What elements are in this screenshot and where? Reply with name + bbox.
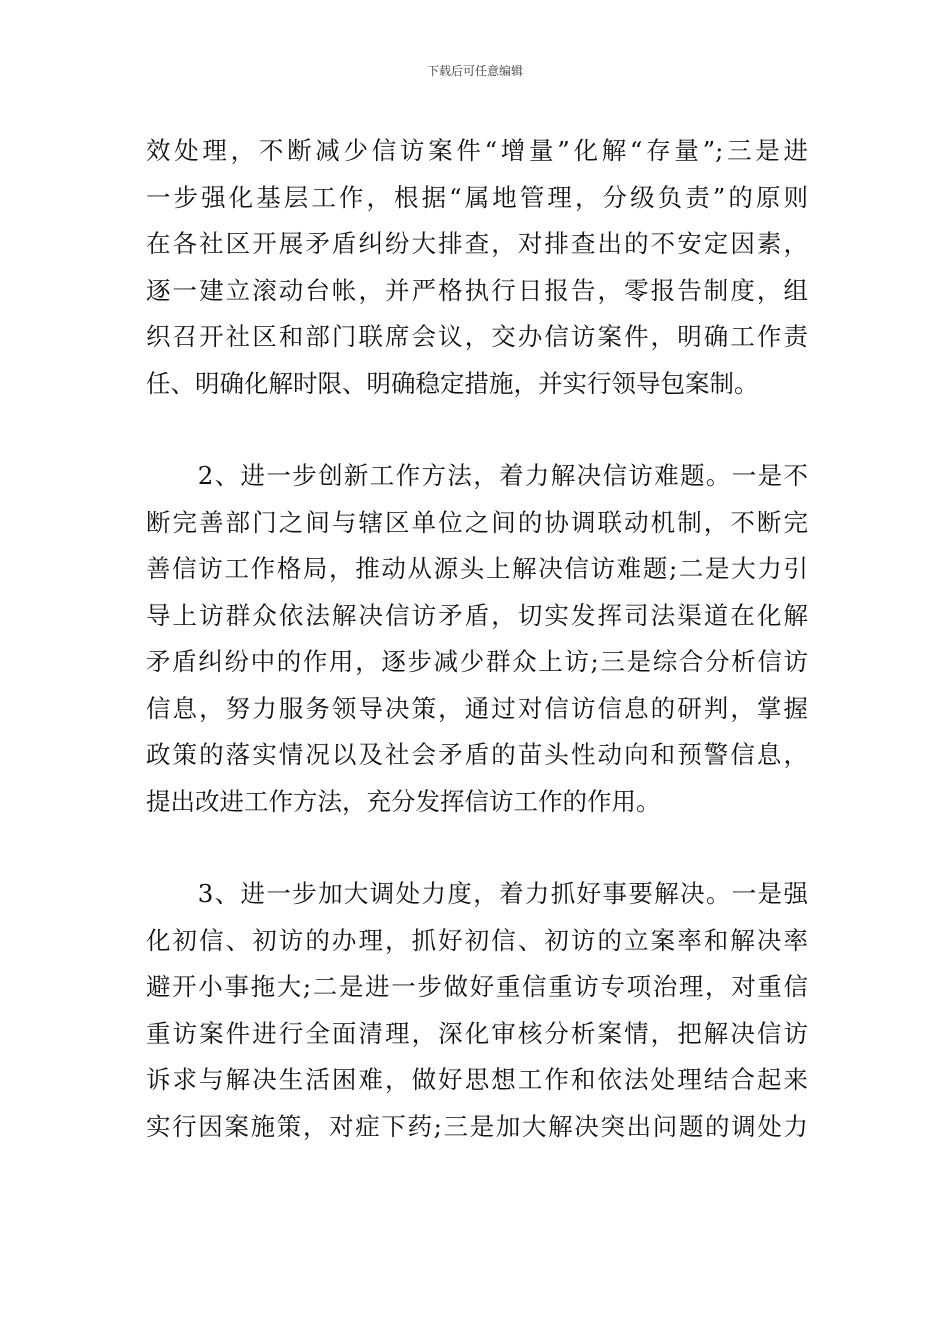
text-line: 织召开社区和部门联席会议，交办信访案件，明确工作责 — [146, 322, 808, 351]
text-line: 断完善部门之间与辖区单位之间的协调联动机制，不断完 — [146, 507, 808, 537]
page-header: 下载后可任意编辑 — [426, 64, 523, 78]
text-line: 实行因案施策，对症下药;三是加大解决突出问题的调处力 — [146, 1111, 808, 1141]
document-body — [146, 128, 808, 1150]
text-line: 逐一建立滚动台帐，并严格执行日报告，零报告制度，组 — [146, 275, 808, 305]
text-line: 矛盾纠纷中的作用，逐步减少群众上访;三是综合分析信访 — [146, 647, 808, 676]
text-line: 化初信、初访的办理，抓好初信、初访的立案率和解决率 — [146, 925, 808, 955]
text-line: 在各社区开展矛盾纠纷大排查，对排查出的不安定因素， — [146, 229, 808, 258]
text-line: 导上访群众依法解决信访矛盾，切实发挥司法渠道在化解 — [146, 600, 808, 630]
text-line: 任、明确化解时限、明确稳定措施，并实行领导包案制。 — [146, 368, 759, 398]
paragraph-spacer — [146, 407, 808, 453]
text-line: 诉求与解决生活困难，做好思想工作和依法处理结合起来 — [146, 1065, 808, 1094]
text-line: 3、进一步加大调处力度，着力抓好事要解决。一是强 — [146, 879, 808, 908]
text-line: 重访案件进行全面清理，深化审核分析案情，把解决信访 — [146, 1018, 808, 1048]
text-line: 提出改进工作方法，充分发挥信访工作的作用。 — [146, 786, 661, 816]
text-line: 善信访工作格局，推动从源头上解决信访难题;二是大力引 — [146, 554, 808, 583]
paragraph-2 — [146, 453, 808, 825]
paragraph-spacer — [146, 825, 808, 871]
text-line: 一步强化基层工作，根据“属地管理，分级负责”的原则 — [146, 182, 808, 212]
text-line: 2、进一步创新工作方法，着力解决信访难题。一是不 — [146, 461, 808, 490]
text-line: 政策的落实情况以及社会矛盾的苗头性动向和预警信息， — [146, 740, 808, 769]
text-line: 效处理，不断减少信访案件“增量”化解“存量”;三是进 — [146, 136, 808, 165]
paragraph-3 — [146, 871, 808, 1150]
text-line: 信息，努力服务领导决策，通过对信访信息的研判，掌握 — [146, 693, 808, 723]
paragraph-1 — [146, 128, 808, 407]
text-line: 避开小事拖大;二是进一步做好重信重访专项治理，对重信 — [146, 972, 808, 1001]
